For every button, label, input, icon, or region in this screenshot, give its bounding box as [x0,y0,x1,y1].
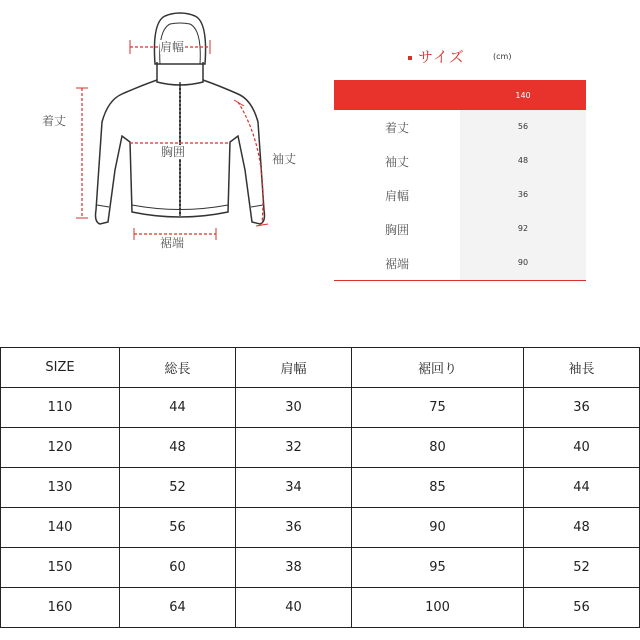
bullet-icon [408,56,412,60]
column-header: 裾回り [352,348,524,388]
spec-row-value: 92 [460,212,586,246]
chest-label: 胸囲 [161,145,186,159]
measurement-cell: 30 [236,388,352,428]
table-row [1,588,640,628]
spec-row-value: 48 [460,144,586,178]
measurement-cell: 36 [523,388,639,428]
spec-row [334,110,586,144]
column-header: 総長 [120,348,236,388]
spec-row [334,144,586,178]
size-cell: 160 [1,588,120,628]
sleeve-dimension [234,100,268,226]
table-header-row [1,348,640,388]
table-row [1,508,640,548]
spec-row-value: 36 [460,178,586,212]
measurement-cell: 64 [120,588,236,628]
measurement-cell: 34 [236,468,352,508]
measurement-cell: 56 [523,588,639,628]
measurement-cell: 56 [120,508,236,548]
measurement-cell: 40 [523,428,639,468]
spec-row [334,178,586,212]
spec-row-value: 56 [460,110,586,144]
measurement-cell: 95 [352,548,524,588]
measurement-cell: 32 [236,428,352,468]
spec-row-label: 着丈 [384,120,409,135]
measurement-cell: 52 [523,548,639,588]
size-chart-table [0,347,640,628]
measurement-cell: 48 [523,508,639,548]
length-label: 着丈 [42,114,67,128]
table-row [1,388,640,428]
measurement-cell: 60 [120,548,236,588]
spec-row-label: 裾端 [384,256,409,271]
measurement-cell: 48 [120,428,236,468]
size-cell: 140 [1,508,120,548]
size-cell: 120 [1,428,120,468]
hem-label: 裾端 [160,236,185,250]
measurement-cell: 100 [352,588,524,628]
measurement-cell: 90 [352,508,524,548]
spec-row [334,212,586,246]
unit-label: (cm) [493,52,512,61]
size-spec-header [334,80,586,110]
size-spec-header-value: 140 [515,90,531,100]
measurement-cell: 36 [236,508,352,548]
column-header: 袖長 [523,348,639,388]
measurement-cell: 44 [120,388,236,428]
table-row [1,428,640,468]
spec-row [334,246,586,280]
measurement-cell: 40 [236,588,352,628]
measurement-cell: 80 [352,428,524,468]
spec-row-label: 袖丈 [384,154,409,169]
measurement-cell: 52 [120,468,236,508]
size-cell: 150 [1,548,120,588]
size-spec-title: サイズ [408,46,465,67]
measurement-cell: 75 [352,388,524,428]
spec-row-label: 胸囲 [384,222,409,237]
column-header: 肩幅 [236,348,352,388]
table-row [1,548,640,588]
length-dimension [76,88,88,218]
size-cell: 110 [1,388,120,428]
spec-row-label: 肩幅 [384,188,409,203]
column-header: SIZE [1,348,120,388]
spec-row-value: 90 [460,246,586,280]
table-row [1,468,640,508]
measurement-cell: 85 [352,468,524,508]
measurement-cell: 44 [523,468,639,508]
jacket-diagram [0,0,320,270]
size-cell: 130 [1,468,120,508]
size-spec-table [334,80,586,281]
measurement-cell: 38 [236,548,352,588]
shoulder-label: 肩幅 [160,40,185,54]
sleeve-label: 袖丈 [272,152,297,166]
